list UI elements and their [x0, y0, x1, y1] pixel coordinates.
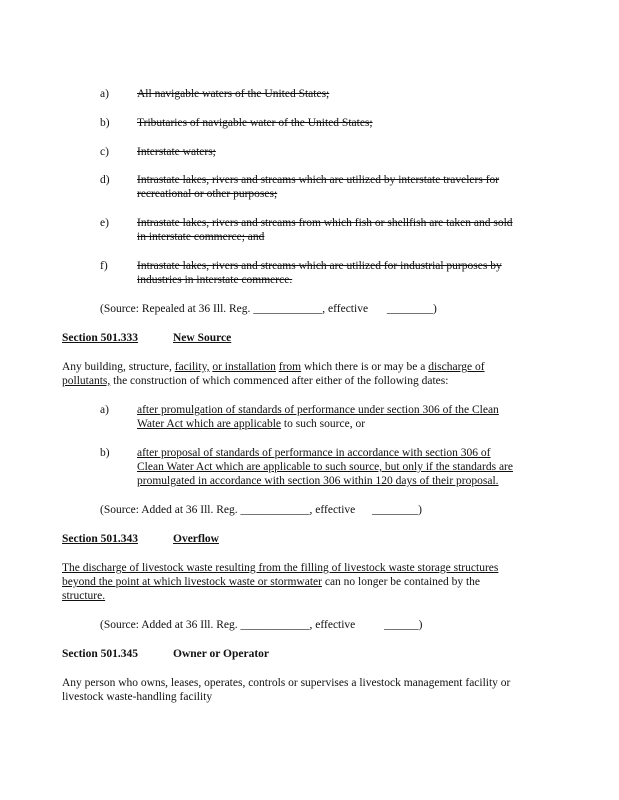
source-suffix: )	[432, 303, 437, 315]
source-effective: , effective	[309, 504, 356, 516]
sub-item-b-line1: after proposal of standards of performance in accordance with section 306 of	[137, 447, 491, 459]
list-text-c: Interstate waters;	[137, 146, 216, 158]
para-insert: facility,	[174, 361, 210, 373]
section-heading-345	[62, 647, 270, 661]
section-345-paragraph	[62, 676, 532, 704]
source-note-repealed	[100, 302, 437, 316]
source-blank-reg: ____________	[253, 303, 323, 315]
source-blank-date: ________	[386, 303, 433, 315]
sub-item-a-line2a: Water Act which are applicable	[137, 418, 282, 430]
sub-item-b-line2: Clean Water Act which are applicable to such source, but only if the standards are	[137, 461, 513, 473]
section-343-paragraph	[62, 561, 532, 603]
list-text-f-line2: industries in interstate commerce.	[137, 274, 293, 286]
sub-item-a	[137, 403, 499, 431]
sub-item-b	[137, 446, 513, 488]
source-prefix: (Source: Added at 36 Ill. Reg.	[100, 504, 238, 516]
list-text-b: Tributaries of navigable water of the United States;	[137, 117, 373, 129]
list-label-d: d)	[100, 174, 110, 186]
para-insert: pollutants,	[62, 375, 111, 387]
source-note-333	[100, 503, 422, 517]
section-heading-333	[62, 331, 232, 345]
source-suffix: )	[418, 504, 423, 516]
source-suffix: )	[418, 619, 423, 631]
para-insert: from	[278, 361, 302, 373]
para-line1: Any person who owns, leases, operates, controls or supervises a livestock management facility or	[62, 677, 511, 689]
list-label-c: c)	[100, 146, 109, 158]
section-number: Section 501.343	[62, 533, 139, 545]
source-blank-date: ________	[372, 504, 419, 516]
para-line2a: beyond the point at which livestock waste or stormwater	[62, 576, 322, 588]
section-title: Overflow	[173, 533, 219, 545]
para-text: which there is or may be a	[304, 361, 426, 373]
source-blank-reg: ____________	[240, 619, 310, 631]
para-insert: or installation	[212, 361, 276, 373]
list-text-e-line1: Intrastate lakes, rivers and streams from which fish or shellfish are taken and sold	[137, 217, 513, 229]
sub-label-a: a)	[100, 404, 109, 416]
source-prefix: (Source: Repealed at 36 Ill. Reg.	[100, 303, 251, 315]
source-prefix: (Source: Added at 36 Ill. Reg.	[100, 619, 238, 631]
section-number: Section 501.345	[62, 648, 139, 660]
section-title: Owner or Operator	[173, 648, 270, 660]
source-blank-date: ______	[384, 619, 419, 631]
list-label-e: e)	[100, 217, 109, 229]
list-label-f: f)	[100, 260, 108, 272]
sub-label-b: b)	[100, 447, 110, 459]
section-heading-343	[62, 532, 219, 546]
source-effective: , effective	[309, 619, 356, 631]
para-line2b: can no longer be contained by the	[324, 576, 481, 588]
para-text: the construction of which commenced after either of the following dates:	[113, 375, 449, 387]
list-label-b: b)	[100, 117, 110, 129]
list-text-f-line1: Intrastate lakes, rivers and streams which are utilized for industrial purposes by	[137, 260, 502, 272]
section-333-paragraph	[62, 360, 532, 388]
list-text-d-line1: Intrastate lakes, rivers and streams which are utilized by interstate travelers for	[137, 174, 500, 186]
section-number: Section 501.333	[62, 332, 139, 344]
para-text: Any building, structure,	[62, 361, 172, 373]
para-line1: The discharge of livestock waste resulting from the filling of livestock waste storage structures	[62, 562, 499, 574]
section-title: New Source	[173, 332, 232, 344]
source-effective: , effective	[322, 303, 369, 315]
sub-item-a-line1: after promulgation of standards of performance under section 306 of the Clean	[137, 404, 499, 416]
list-text-e-line2: in interstate commerce; and	[137, 231, 265, 243]
list-label-a: a)	[100, 88, 109, 100]
source-blank-reg: ____________	[240, 504, 310, 516]
source-note-343	[100, 618, 423, 632]
para-insert: discharge of	[428, 361, 485, 373]
list-text-d-line2: recreational or other purposes;	[137, 188, 278, 200]
para-line3: structure.	[62, 590, 106, 602]
sub-item-b-line3: promulgated in accordance with section 306 within 120 days of their proposal.	[137, 475, 499, 487]
para-line2: livestock waste-handling facility	[62, 691, 213, 703]
sub-item-a-line2b: to such source, or	[283, 418, 366, 430]
list-text-a: All navigable waters of the United States;	[137, 88, 330, 100]
